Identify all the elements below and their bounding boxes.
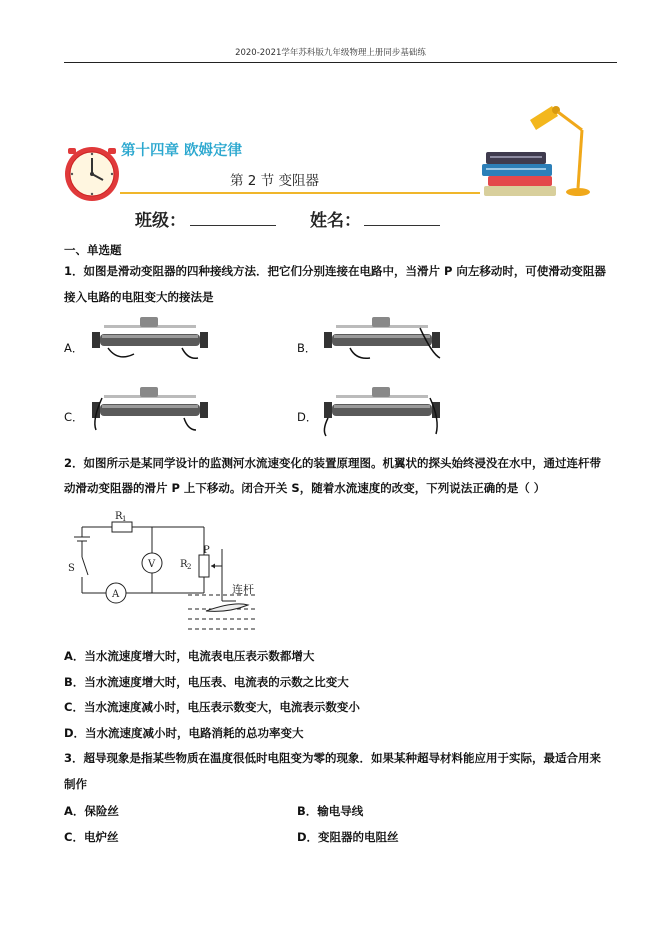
q1-line1: 1．如图是滑动变阻器的四种接线方法．把它们分别连接在电路中，当滑片 P 向左移动时，可使滑动变阻器: [64, 264, 606, 278]
q1-option-d-label[interactable]: D．: [297, 410, 318, 424]
ammeter-label: A: [112, 589, 120, 600]
q1-option-b-label[interactable]: B．: [297, 341, 317, 355]
section-title: 第 2 节 变阻器: [230, 173, 319, 189]
switch-label: S: [68, 563, 75, 574]
rheostat-d-image: [320, 384, 444, 438]
class-blank[interactable]: [190, 225, 276, 226]
q3-line1: 3．超导现象是指某些物质在温度很低时电阻变为零的现象．如果某种超导材料能应用于实际，最适合用来: [64, 751, 601, 765]
rheostat-c-image: [88, 384, 212, 434]
q3-line2: 制作: [64, 777, 87, 791]
q3-option-c[interactable]: C．电炉丝: [64, 830, 119, 844]
page-header: 2020-2021学年苏科版九年级物理上册同步基础练: [235, 48, 426, 58]
circuit-diagram: [64, 505, 274, 637]
q3-option-d[interactable]: D．变阻器的电阻丝: [297, 830, 399, 844]
title-underline: [120, 192, 480, 194]
name-label: 姓名：: [310, 211, 361, 231]
name-blank[interactable]: [364, 225, 440, 226]
slider-label: P: [203, 545, 210, 556]
q2-option-a[interactable]: A．当水流速度增大时，电流表电压表示数都增大: [64, 649, 315, 663]
r2-subscript: 2: [187, 563, 192, 571]
q2-line1: 2．如图所示是某同学设计的监测河水流速变化的装置原理图。机翼状的探头始终浸没在水中，通过连杆带: [64, 456, 601, 470]
class-label: 班级：: [135, 211, 186, 231]
voltmeter-label: V: [148, 559, 156, 570]
q2-option-d[interactable]: D．当水流速度减小时，电路消耗的总功率变大: [64, 726, 304, 740]
header-rule: [64, 62, 617, 63]
chapter-title: 第十四章 欧姆定律: [121, 143, 243, 159]
rheostat-a-image: [88, 314, 212, 364]
books-lamp-illustration: [478, 100, 608, 200]
q1-option-a-label[interactable]: A．: [64, 341, 84, 355]
section-heading: 一、单选题: [64, 243, 122, 257]
q1-option-c-label[interactable]: C．: [64, 410, 84, 424]
r2-label: R: [180, 559, 188, 570]
q3-option-b[interactable]: B．输电导线: [297, 804, 364, 818]
q3-option-a[interactable]: A．保险丝: [64, 804, 119, 818]
q2-option-b[interactable]: B．当水流速度增大时，电压表、电流表的示数之比变大: [64, 675, 349, 689]
rod-label: 连杆: [232, 583, 254, 596]
q1-line2: 接入电路的电阻变大的接法是: [64, 290, 214, 304]
q2-line2: 动滑动变阻器的滑片 P 上下移动。闭合开关 S，随着水流速度的改变，下列说法正确的是（ ）: [64, 481, 546, 495]
rheostat-b-image: [320, 314, 444, 364]
r1-label: R: [115, 511, 123, 522]
clock-icon: [62, 144, 122, 204]
r1-subscript: 1: [122, 515, 127, 523]
q2-option-c[interactable]: C．当水流速度减小时，电压表示数变大，电流表示数变小: [64, 700, 360, 714]
